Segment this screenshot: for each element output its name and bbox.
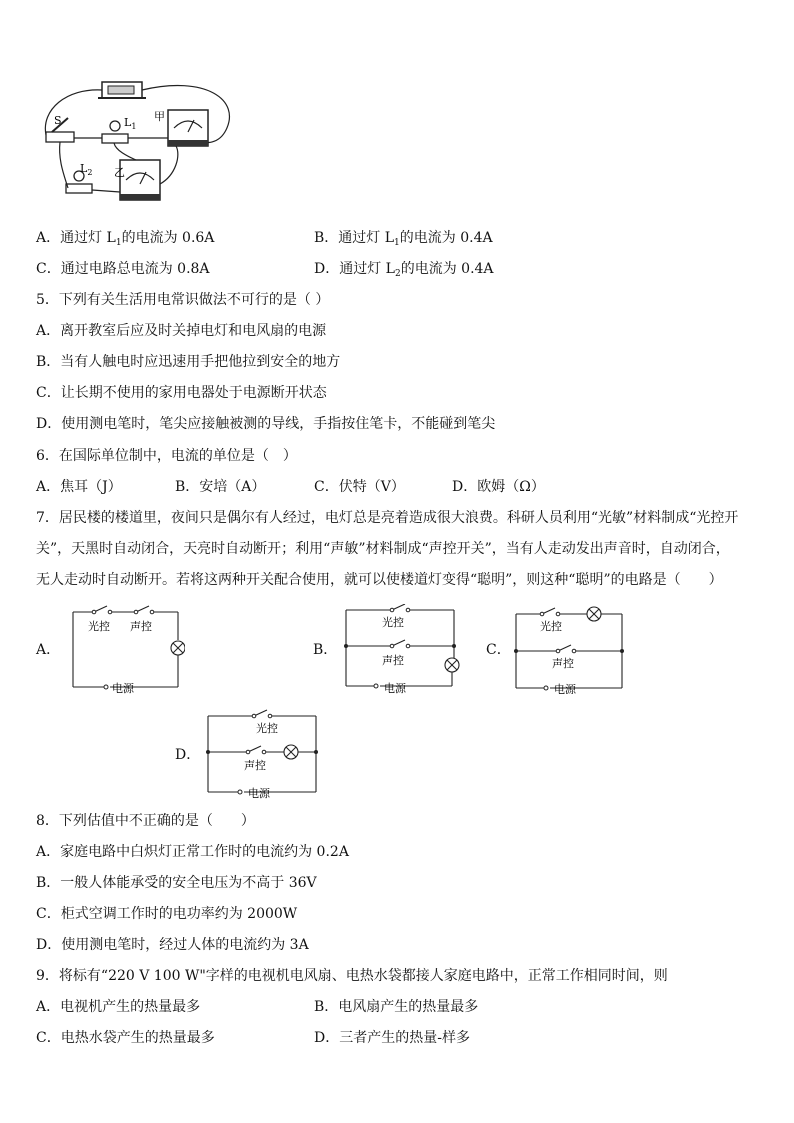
q6-option-B[interactable]: B．安培（A） [175,479,266,495]
q9-option-B[interactable]: B．电风扇产生的热量最多 [314,999,479,1015]
q5-stem: 5．下列有关生活用电常识做法不可行的是（ ） [36,292,330,308]
q7-circuit-C[interactable] [512,604,628,694]
q7-circuit-A[interactable] [70,600,185,695]
q6-option-D[interactable]: D．欧姆（Ω） [452,479,545,495]
q7B-power-label: 电源 [384,682,406,694]
q8-option-B[interactable]: B．一般人体能承受的安全电压为不高于 36V [36,875,317,891]
label-yi: 乙 [114,166,125,179]
circuit-figure-q4 [36,80,236,210]
q8-stem: 8．下列估值中不正确的是（ ） [36,813,255,829]
q4-option-B[interactable]: B．通过灯 $L_1$的电流为 0.4A [314,230,493,248]
q4-option-A[interactable]: A．通过灯 $L_1$的电流为 0.6A [36,230,215,248]
q7-circuit-B[interactable] [342,604,460,694]
q7A-power-label: 电源 [112,682,134,695]
q7-option-B-label[interactable]: B． [313,642,338,658]
q7-stem-line3: 无人走动时自动断开。若将这两种开关配合使用，就可以使楼道灯变得“聪明”，则这种“聪明”的电路是（ ） [36,572,723,588]
q7C-light-switch-label: 光控 [540,620,562,633]
q7-option-C-label[interactable]: C． [486,642,511,658]
q7D-sound-switch-label: 声控 [244,759,266,772]
q9-option-C[interactable]: C．电热水袋产生的热量最多 [36,1030,215,1046]
q7D-power-label: 电源 [248,787,270,800]
q7-circuit-D[interactable] [204,708,322,800]
q7A-sound-switch-label: 声控 [130,620,152,633]
q5-option-A[interactable]: A．离开教室后应及时关掉电灯和电风扇的电源 [36,323,327,339]
q7A-light-switch-label: 光控 [88,620,110,633]
q8-option-D[interactable]: D．使用测电笔时，经过人体的电流约为 3A [36,937,309,953]
q9-option-A[interactable]: A．电视机产生的热量最多 [36,999,201,1015]
q6-option-A[interactable]: A．焦耳（J） [36,479,122,495]
q6-option-C[interactable]: C．伏特（V） [314,479,405,495]
switch-S [46,132,74,142]
q5-option-D[interactable]: D．使用测电笔时，笔尖应接触被测的导线，手指按住笔卡，不能碰到笔尖 [36,416,496,432]
q7-stem-line2: 关”，天黑时自动闭合，天亮时自动断开；利用“声敏”材料制成“声控开关”，当有人走动发出声音时，自动闭合， [36,541,730,557]
q8-option-C[interactable]: C．柜式空调工作时的电功率约为 2000W [36,906,298,922]
q7D-light-switch-label: 光控 [256,722,278,735]
q4-option-D[interactable]: D．通过灯 $L_2$的电流为 0.4A [314,261,494,279]
q8-option-A[interactable]: A．家庭电路中白炽灯正常工作时的电流约为 0.2A [36,844,349,860]
q7B-light-switch-label: 光控 [382,616,404,629]
q9-stem: 9．将标有“220 V 100 W"字样的电视机电风扇、电热水袋都接人家庭电路中，正常工作相同时间，则 [36,968,668,984]
q7C-power-label: 电源 [554,683,576,694]
q5-option-C[interactable]: C．让长期不使用的家用电器处于电源断开状态 [36,385,327,401]
q5-option-B[interactable]: B．当有人触电时应迅速用手把他拉到安全的地方 [36,354,341,370]
label-L1: $L_1$ [124,116,137,131]
q6-stem: 6．在国际单位制中，电流的单位是（ ） [36,448,297,464]
label-jia: 甲 [154,110,165,123]
q7-option-D-label[interactable]: D． [175,747,201,763]
q9-option-D[interactable]: D．三者产生的热量-样多 [314,1030,470,1046]
q4-option-C[interactable]: C．通过电路总电流为 0.8A [36,261,210,277]
q7C-sound-switch-label: 声控 [552,657,574,670]
label-S: S [54,114,62,127]
label-L2: $L_2$ [80,162,93,177]
q7B-sound-switch-label: 声控 [382,654,404,667]
q7-option-A-label[interactable]: A． [36,642,61,658]
lamp-L2 [66,184,92,193]
q7-stem-line1: 7．居民楼的楼道里，夜间只是偶尔有人经过，电灯总是亮着造成很大浪费。科研人员利用“光敏”材料制成“光控开 [36,510,739,526]
lamp-L1 [102,134,128,143]
